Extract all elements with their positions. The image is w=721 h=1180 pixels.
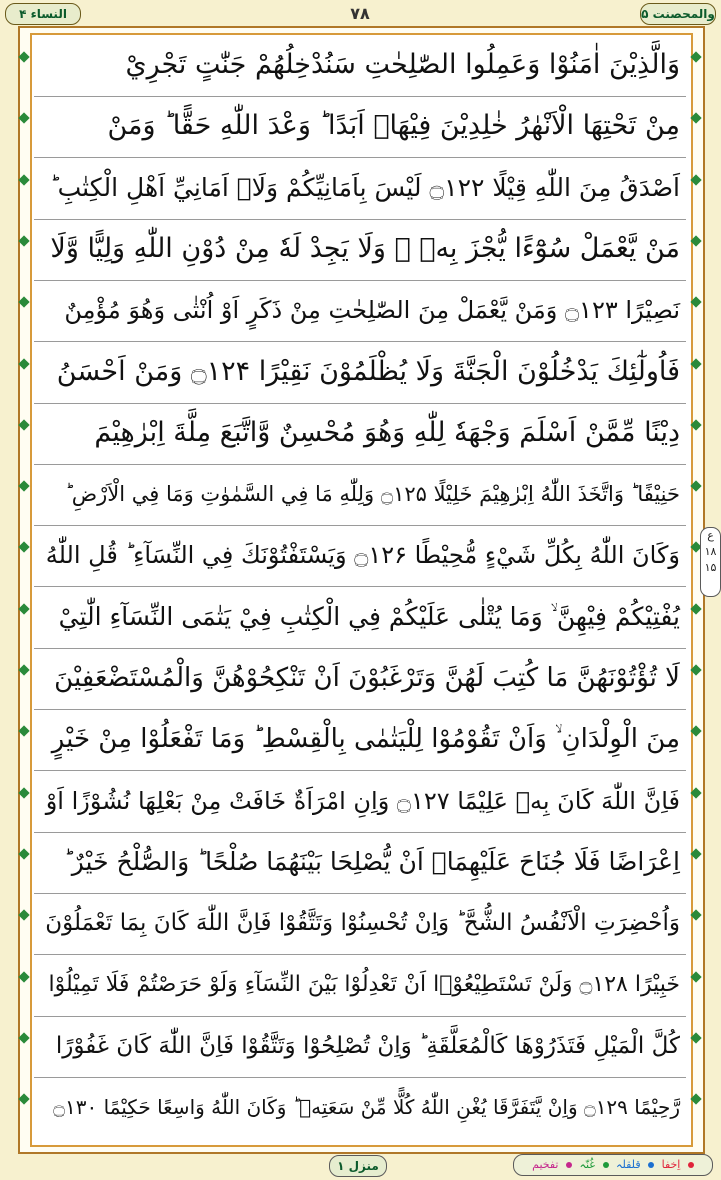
tajweed-legend xyxy=(513,1154,713,1176)
verse-line: كُلَّ الْمَيْلِ فَتَذَرُوْهَا كَالْمُعَلَّقَةِ ؕ وَاِنْ تُصْلِحُوْا وَتَتَّقُوْا فَاِنَّ اللّٰهَ كَانَ غَفُوْرًا xyxy=(34,1017,686,1078)
left-border-ornament xyxy=(19,33,29,1143)
border-diamond-icon xyxy=(18,419,29,430)
legend-dot-icon xyxy=(688,1162,694,1168)
border-diamond-icon xyxy=(18,787,29,798)
verse-line: نَصِيْرًا ۝۱۲۳ وَمَنْ يَّعْمَلْ مِنَ الصّٰلِحٰتِ مِنْ ذَكَرٍ اَوْ اُنْثٰى وَهُوَ مُؤْمِنٌ xyxy=(34,281,686,342)
verse-line: اِعْرَاضًا فَلَا جُنَاحَ عَلَيْهِمَاۤ اَنْ يُّصْلِحَا بَيْنَهُمَا صُلْحًا ؕ وَالصُّلْحُ خَيْرٌ ؕ xyxy=(34,833,686,894)
ruku-marker-line: ۱۸ xyxy=(704,545,717,558)
page-number: ۷۸ xyxy=(350,4,370,23)
verse-line: حَنِيْفًا ؕ وَاتَّخَذَ اللّٰهُ اِبْرٰهِيْمَ خَلِيْلًا ۝۱۲۵ وَلِلّٰهِ مَا فِي السَّمٰوٰتِ وَمَا فِي الْاَرْضِ ؕ xyxy=(34,465,686,526)
border-diamond-icon xyxy=(18,113,29,124)
border-diamond-icon xyxy=(690,358,701,369)
border-diamond-icon xyxy=(690,848,701,859)
border-diamond-icon xyxy=(18,1032,29,1043)
border-diamond-icon xyxy=(690,480,701,491)
border-diamond-icon xyxy=(18,51,29,62)
border-diamond-icon xyxy=(18,1093,29,1104)
border-diamond-icon xyxy=(18,664,29,675)
border-diamond-icon xyxy=(690,1093,701,1104)
border-diamond-icon xyxy=(690,726,701,737)
verse-line: مَنْ يَّعْمَلْ سُوْٓءًا يُّجْزَ بِهٖ ۙ وَلَا يَجِدْ لَهٗ مِنْ دُوْنِ اللّٰهِ وَلِيًّا وَّلَا xyxy=(34,220,686,281)
verse-line: وَكَانَ اللّٰهُ بِكُلِّ شَيْءٍ مُّحِيْطًا ۝۱۲۶ وَيَسْتَفْتُوْنَكَ فِي النِّسَآءِ ؕ قُلِ اللّٰهُ xyxy=(34,526,686,587)
legend-dot-icon xyxy=(603,1162,609,1168)
border-diamond-icon xyxy=(18,297,29,308)
ruku-marker-line: ۱۵ xyxy=(704,561,717,574)
manzil-label: منزل ۱ xyxy=(329,1155,387,1177)
surah-name-label: النساء ۴ xyxy=(5,3,81,25)
verse-line: لَا تُؤْتُوْنَهُنَّ مَا كُتِبَ لَهُنَّ وَتَرْغَبُوْنَ اَنْ تَنْكِحُوْهُنَّ وَالْمُسْتَضْعَفِيْنَ xyxy=(34,649,686,710)
border-diamond-icon xyxy=(18,910,29,921)
legend-item: قلقلہ xyxy=(616,1158,641,1171)
legend-dot-icon xyxy=(566,1162,572,1168)
verse-line: وَالَّذِيْنَ اٰمَنُوْا وَعَمِلُوا الصّٰلِحٰتِ سَنُدْخِلُهُمْ جَنّٰتٍ تَجْرِيْ xyxy=(34,36,686,97)
border-diamond-icon xyxy=(690,297,701,308)
verse-line: دِيْنًا مِّمَّنْ اَسْلَمَ وَجْهَهٗ لِلّٰهِ وَهُوَ مُحْسِنٌ وَّاتَّبَعَ مِلَّةَ اِبْرٰهِيْمَ xyxy=(34,404,686,465)
border-diamond-icon xyxy=(18,971,29,982)
border-diamond-icon xyxy=(18,542,29,553)
verse-text-block xyxy=(34,36,686,1140)
border-diamond-icon xyxy=(18,848,29,859)
verse-line: فَاُولٰٓئِكَ يَدْخُلُوْنَ الْجَنَّةَ وَلَا يُظْلَمُوْنَ نَقِيْرًا ۝۱۲۴ وَمَنْ اَحْسَنُ xyxy=(34,343,686,404)
verse-line: مِنَ الْوِلْدَانِ ۙ وَاَنْ تَقُوْمُوْا لِلْيَتٰمٰى بِالْقِسْطِ ؕ وَمَا تَفْعَلُوْا مِنْ خَيْرٍ xyxy=(34,710,686,771)
border-diamond-icon xyxy=(18,358,29,369)
border-diamond-icon xyxy=(18,726,29,737)
border-diamond-icon xyxy=(690,971,701,982)
legend-item: غُنّہ xyxy=(579,1158,596,1171)
juz-name-label: والمحصنت ۵ xyxy=(640,3,716,25)
border-diamond-icon xyxy=(690,664,701,675)
border-diamond-icon xyxy=(690,235,701,246)
legend-dot-icon xyxy=(648,1162,654,1168)
verse-line: مِنْ تَحْتِهَا الْاَنْهٰرُ خٰلِدِيْنَ فِيْهَاۤ اَبَدًا ؕ وَعْدَ اللّٰهِ حَقًّا ؕ وَمَنْ xyxy=(34,97,686,158)
verse-line: اَصْدَقُ مِنَ اللّٰهِ قِيْلًا ۝۱۲۲ لَيْسَ بِاَمَانِيِّكُمْ وَلَاۤ اَمَانِيِّ اَهْلِ الْكِتٰبِ ؕ xyxy=(34,159,686,220)
border-diamond-icon xyxy=(18,174,29,185)
verse-line: يُفْتِيْكُمْ فِيْهِنَّ ۙ وَمَا يُتْلٰى عَلَيْكُمْ فِي الْكِتٰبِ فِيْ يَتٰمَى النِّسَآءِ الّٰتِيْ xyxy=(34,588,686,649)
border-diamond-icon xyxy=(690,910,701,921)
border-diamond-icon xyxy=(690,603,701,614)
verse-line: وَاُحْضِرَتِ الْاَنْفُسُ الشُّحَّ ؕ وَاِنْ تُحْسِنُوْا وَتَتَّقُوْا فَاِنَّ اللّٰهَ كَانَ بِمَا تَعْمَلُوْنَ xyxy=(34,894,686,955)
border-diamond-icon xyxy=(690,174,701,185)
border-diamond-icon xyxy=(18,603,29,614)
border-diamond-icon xyxy=(18,235,29,246)
ruku-marker-line: ع xyxy=(707,529,714,542)
ruku-marker xyxy=(700,527,721,597)
verse-line: رَّحِيْمًا ۝۱۲۹ وَاِنْ يَّتَفَرَّقَا يُغْنِ اللّٰهُ كُلًّا مِّنْ سَعَتِهٖ ؕ وَكَانَ اللّٰهُ وَاسِعًا حَكِيْمًا ۝۱۳۰ xyxy=(53,1095,680,1120)
border-diamond-icon xyxy=(690,51,701,62)
border-diamond-icon xyxy=(690,113,701,124)
legend-item: اِخفا xyxy=(661,1158,681,1171)
verse-line: خَبِيْرًا ۝۱۲۸ وَلَنْ تَسْتَطِيْعُوْۤا اَنْ تَعْدِلُوْا بَيْنَ النِّسَآءِ وَلَوْ حَرَصْتُمْ فَلَا تَمِيْلُوْا xyxy=(34,956,686,1017)
border-diamond-icon xyxy=(690,787,701,798)
border-diamond-icon xyxy=(690,419,701,430)
legend-item: تفخیم xyxy=(532,1158,559,1171)
border-diamond-icon xyxy=(18,480,29,491)
border-diamond-icon xyxy=(690,1032,701,1043)
verse-line: فَاِنَّ اللّٰهَ كَانَ بِهٖ عَلِيْمًا ۝۱۲۷ وَاِنِ امْرَاَةٌ خَافَتْ مِنْ بَعْلِهَا نُشُوْزًا اَوْ xyxy=(34,772,686,833)
